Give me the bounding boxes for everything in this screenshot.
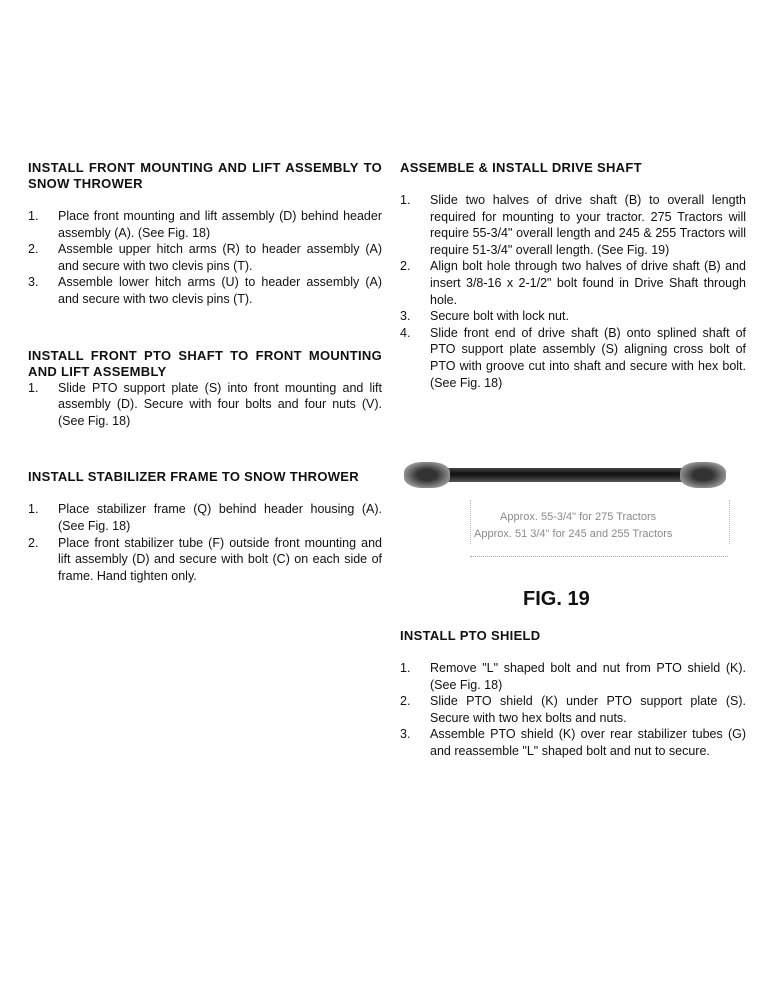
list-item: 1. Slide two halves of drive shaft (B) to overall length required for mounting to your tractor. 275 Tractors will require 55-3/4" overall length and 245 & 255 Tractors will require 51-3/4" overall length. (See Fig. 19): [400, 193, 746, 257]
list-item: 1. Place stabilizer frame (Q) behind header housing (A). (See Fig. 18): [28, 502, 382, 533]
list-item: 1. Slide PTO support plate (S) into front mounting and lift assembly (D). Secure with four bolts and four nuts (V). (See Fig. 18): [28, 380, 382, 428]
section-front-pto-shaft: [28, 348, 382, 430]
list-item: 2. Slide PTO shield (K) under PTO support plate (S). Secure with two hex bolts and nuts.: [400, 694, 746, 725]
list-item: 1. Remove "L" shaped bolt and nut from PTO shield (K). (See Fig. 18): [400, 661, 746, 692]
section-heading: INSTALL FRONT PTO SHAFT TO FRONT MOUNTING AND LIFT ASSEMBLY: [28, 347, 382, 379]
list-item: 1. Place front mounting and lift assembly (D) behind header assembly (A). (See Fig. 18): [28, 209, 382, 240]
left-column: [28, 160, 382, 624]
drive-shaft-figure: [410, 460, 740, 580]
instruction-list: [28, 380, 382, 430]
section-heading: INSTALL PTO SHIELD: [400, 628, 541, 643]
list-item: 4. Slide front end of drive shaft (B) onto splined shaft of PTO support plate assembly (S) aligning cross bolt of PTO with groove cut into shaft and secure with hex bolt. (See Fig. 18): [400, 325, 746, 390]
list-item: 2. Align bolt hole through two halves of drive shaft (B) and insert 3/8-16 x 2-1/2" bolt found in Drive Shaft through hole.: [400, 259, 746, 307]
section-heading: ASSEMBLE & INSTALL DRIVE SHAFT: [400, 160, 642, 175]
list-item: 2. Assemble upper hitch arms (R) to header assembly (A) and secure with two clevis pins (T).: [28, 242, 382, 273]
drive-shaft-illustration: [410, 468, 722, 482]
yoke-right-illustration: [680, 462, 726, 488]
list-item: 3. Secure bolt with lock nut.: [400, 309, 569, 324]
list-item: 3. Assemble PTO shield (K) over rear stabilizer tubes (G) and reassemble "L" shaped bolt and nut to secure.: [400, 727, 746, 758]
dimension-line: [470, 556, 728, 557]
yoke-left-illustration: [404, 462, 450, 488]
dimension-label-275: Approx. 55-3/4" for 275 Tractors: [500, 511, 657, 523]
instruction-list: [28, 208, 382, 308]
instruction-list: [400, 660, 746, 760]
section-stabilizer-frame: [28, 469, 382, 584]
section-heading: INSTALL FRONT MOUNTING AND LIFT ASSEMBLY TO SNOW THROWER: [28, 160, 382, 191]
figure-caption: FIG. 19: [523, 588, 590, 610]
section-front-mounting: [28, 160, 382, 308]
section-pto-shield: [400, 628, 746, 760]
section-drive-shaft: [400, 160, 746, 391]
section-heading: INSTALL STABILIZER FRAME TO SNOW THROWER: [28, 469, 359, 485]
list-item: 2. Place front stabilizer tube (F) outside front mounting and lift assembly (D) and secure with bolt (C) on each side of frame. Hand tighten only.: [28, 535, 382, 583]
list-item: 3. Assemble lower hitch arms (U) to header assembly (A) and secure with two clevis pins (T).: [28, 275, 382, 306]
right-column: [400, 160, 746, 391]
instruction-list: [400, 192, 746, 391]
instruction-list: [28, 501, 382, 584]
dimension-label-245-255: Approx. 51 3/4" for 245 and 255 Tractors: [474, 528, 673, 540]
